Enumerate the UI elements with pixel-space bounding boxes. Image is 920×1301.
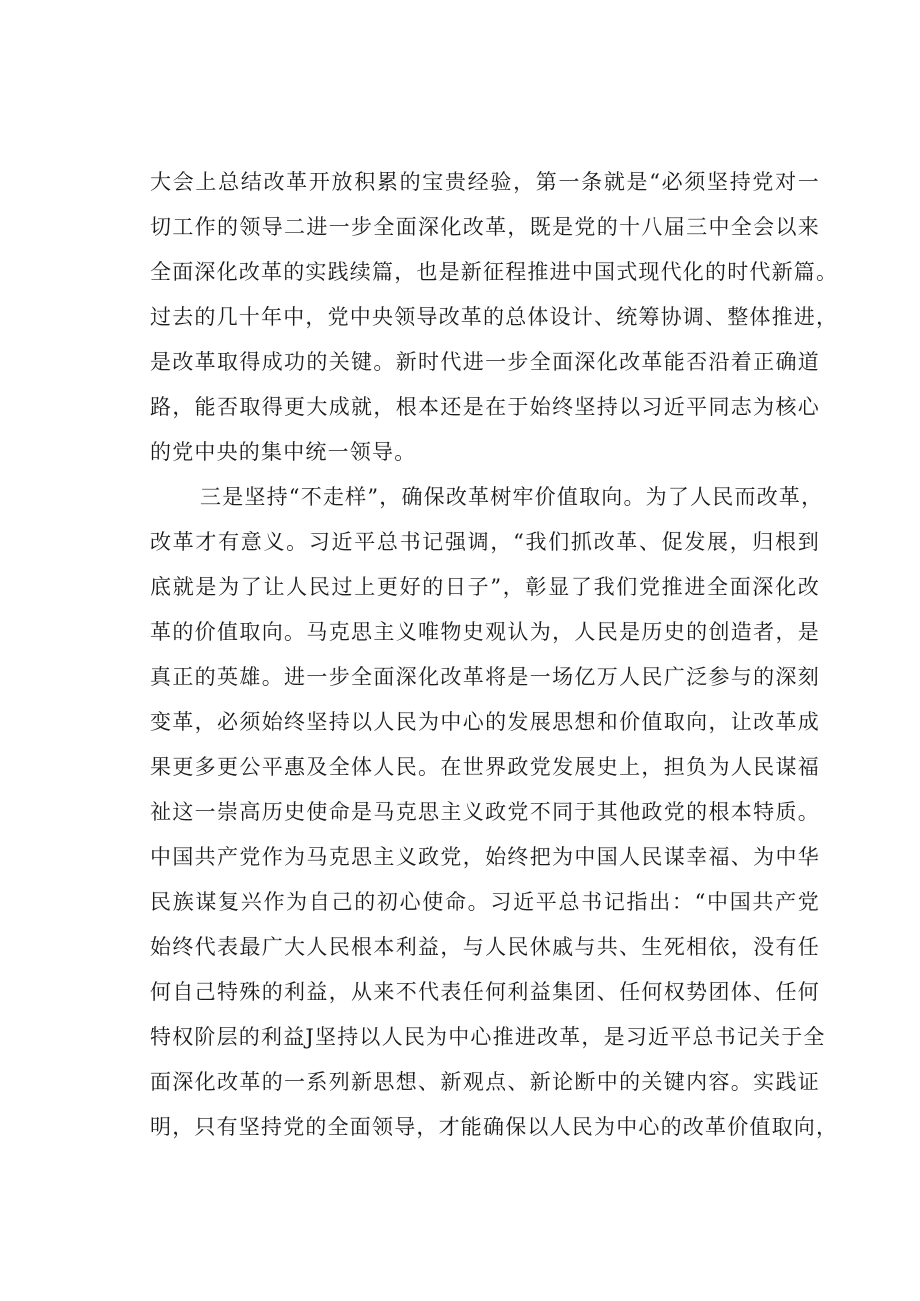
paragraph-1-line-2: 切工作的领导二进一步全面深化改革，既是党的十八届三中全会以来 bbox=[150, 215, 820, 239]
paragraph-2-line-10: 民族谋复兴作为自己的初心使命。习近平总书记指出：“中国共产党 bbox=[150, 890, 820, 914]
paragraph-2-line-15: 明，只有坚持党的全面领导，才能确保以人民为中心的改革价值取向， bbox=[150, 1115, 839, 1139]
paragraph-2-line-3: 底就是为了让人民过上更好的日子”，彰显了我们党推进全面深化改 bbox=[150, 575, 820, 599]
paragraph-1-line-4: 过去的几十年中，党中央领导改革的总体设计、统筹协调、整体推进， bbox=[150, 305, 839, 329]
paragraph-2-line-11: 始终代表最广大人民根本利益，与人民休戚与共、生死相依，没有任 bbox=[150, 935, 820, 959]
paragraph-2-line-1: 三是坚持“不走样”，确保改革树牢价值取向。为了人民而改革， bbox=[200, 485, 824, 509]
paragraph-2-line-9: 中国共产党作为马克思主义政党，始终把为中国人民谋幸福、为中华 bbox=[150, 845, 820, 869]
paragraph-2-line-12: 何自己特殊的利益，从来不代表任何利益集团、任何权势团体、任何 bbox=[150, 980, 820, 1004]
paragraph-2-line-6: 变革，必须始终坚持以人民为中心的发展思想和价值取向，让改革成 bbox=[150, 710, 820, 734]
paragraph-1-line-1: 大会上总结改革开放积累的宝贵经验，第一条就是“必须坚持党对一 bbox=[150, 170, 820, 194]
paragraph-2-line-14: 面深化改革的一系列新思想、新观点、新论断中的关键内容。实践证 bbox=[150, 1070, 820, 1094]
paragraph-2-line-7: 果更多更公平惠及全体人民。在世界政党发展史上，担负为人民谋福 bbox=[150, 755, 820, 779]
paragraph-2-line-8: 祉这一崇高历史使命是马克思主义政党不同于其他政党的根本特质。 bbox=[150, 800, 820, 824]
paragraph-1-line-7: 的党中央的集中统一领导。 bbox=[150, 440, 417, 464]
paragraph-1-line-3: 全面深化改革的实践续篇，也是新征程推进中国式现代化的时代新篇。 bbox=[150, 260, 839, 284]
paragraph-1-line-6: 路，能否取得更大成就，根本还是在于始终坚持以习近平同志为核心 bbox=[150, 395, 820, 419]
paragraph-1-line-5: 是改革取得成功的关键。新时代进一步全面深化改革能否沿着正确道 bbox=[150, 350, 820, 374]
paragraph-2-line-13: 特权阶层的利益J坚持以人民为中心推进改革，是习近平总书记关于全 bbox=[150, 1025, 826, 1049]
paragraph-2-line-4: 革的价值取向。马克思主义唯物史观认为，人民是历史的创造者，是 bbox=[150, 620, 820, 644]
paragraph-2-line-5: 真正的英雄。进一步全面深化改革将是一场亿万人民广泛参与的深刻 bbox=[150, 665, 820, 689]
paragraph-2-line-2: 改革才有意义。习近平总书记强调，“我们抓改革、促发展，归根到 bbox=[150, 530, 820, 554]
